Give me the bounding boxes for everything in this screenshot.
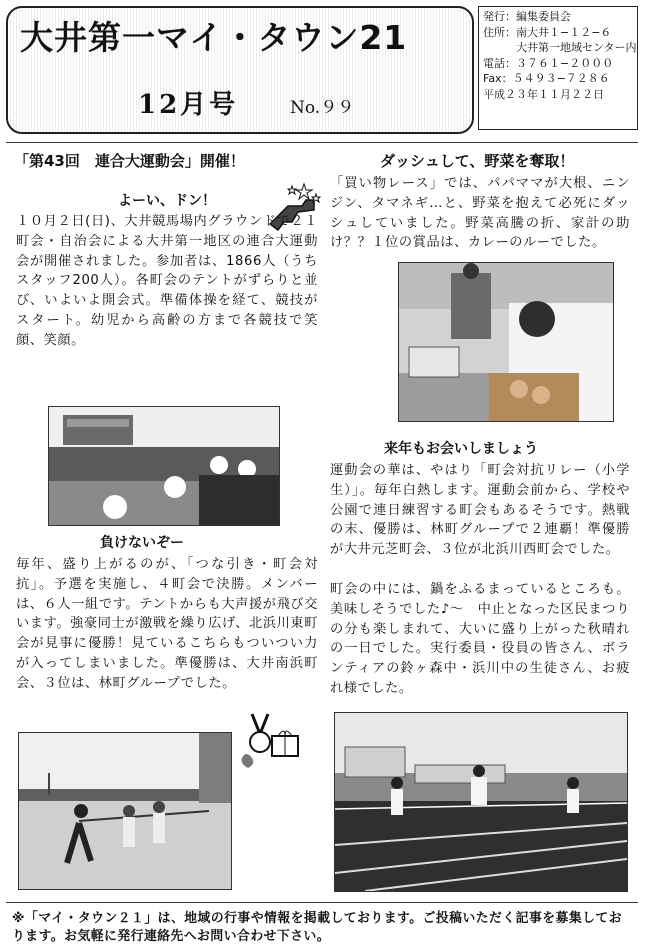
medal-and-gift-icon [232, 712, 302, 772]
newsletter-title: 大井第一マイ・タウン21 [20, 18, 408, 57]
left-subheading-2: 負けないぞー [100, 535, 184, 551]
info-address-2: 大井第一地域センター内 [483, 41, 637, 54]
right-paragraph-2: 運動会の華は、やはり「町会対抗リレー（小学生）」。毎年白熱します。運動会前から、学校や公園で連日練習する町会もあるそうです。熱戦の末、優勝は、林町グループで２連覇！準優勝が大井元芝町会、３位が北浜川西町会でした。 [330, 463, 630, 558]
issue-month: 12月号 [138, 90, 239, 120]
left-subheading-1: よーい、ドン！ [118, 193, 216, 209]
info-address: 住所：南大井１−１２−６ [483, 25, 612, 39]
bottom-divider [6, 902, 638, 903]
right-headline: ダッシュして、野菜を奪取！ [380, 152, 575, 170]
left-paragraph-2: 毎年、盛り上がるのが、「つな引き・町会対抗」。予選を実施し、４町会で決勝。メンバーは、６人一組です。テントからも大声援が飛び交います。強豪同士が激戦を繰り広げ、北浜川東町会が見事に優勝！見ているこちらもついつい力が入ってしまいました。準優勝は、大井南浜町会、３位は、林町グループでした。 [16, 557, 318, 691]
photo-tug-of-war [18, 732, 232, 890]
photo-shopping-race [398, 262, 614, 422]
footer-note: ※「マイ・タウン２１」は、地域の行事や情報を掲載しております。ご投稿いただく記事を募集しております。お気軽に発行連絡先へお問い合わせ下さい。 [12, 911, 623, 944]
photo-opening-ceremony [48, 406, 280, 526]
photo-relay-race [334, 712, 628, 892]
right-paragraph-3: 町会の中には、鍋をふるまっているところも。美味しそうでした♪〜 中止となった区民まつりの分も楽しまれて、大いに盛り上がった秋晴れの一日でした。実行委員・役員の皆さん、ボランティアの鈴ヶ森中・浜川中の生徒さん、お疲れ様でした。 [330, 582, 630, 696]
right-paragraph-1: 「買い物レース」では、パパママが大根、ニンジン、タマネギ…と、野菜を抱えて必死にダッシュしていました。野菜高騰の折、家計の助け？？１位の賞品は、カレーのルーでした。 [330, 176, 630, 251]
issue-number: No.９９ [290, 98, 355, 118]
top-divider [6, 142, 638, 143]
publisher-info [478, 6, 638, 130]
info-publisher: 発行：編集委員会 [483, 10, 571, 23]
left-paragraph-1: １０月２日(日)、大井競馬場内グラウンドで２１町会・自治会による大井第一地区の連合大運動会が開催されました。参加者は、1866人（うちスタッフ200人）。各町会のテントがずらりと並び、いよいよ開会式。準備体操を経て、競技がスタート。幼児から高齢の方まで各競技で笑顔、笑顔。 [16, 214, 318, 348]
right-subheading-2: 来年もお会いしましょう [384, 441, 538, 457]
info-phone: 電話：３７６１−２０００ [483, 56, 614, 70]
info-date: 平成２３年１１月２２日 [483, 87, 604, 101]
info-fax: Fax：５４９３−７２８６ [483, 72, 610, 85]
left-headline: 「第43回 連合大運動会」開催！ [14, 152, 245, 170]
